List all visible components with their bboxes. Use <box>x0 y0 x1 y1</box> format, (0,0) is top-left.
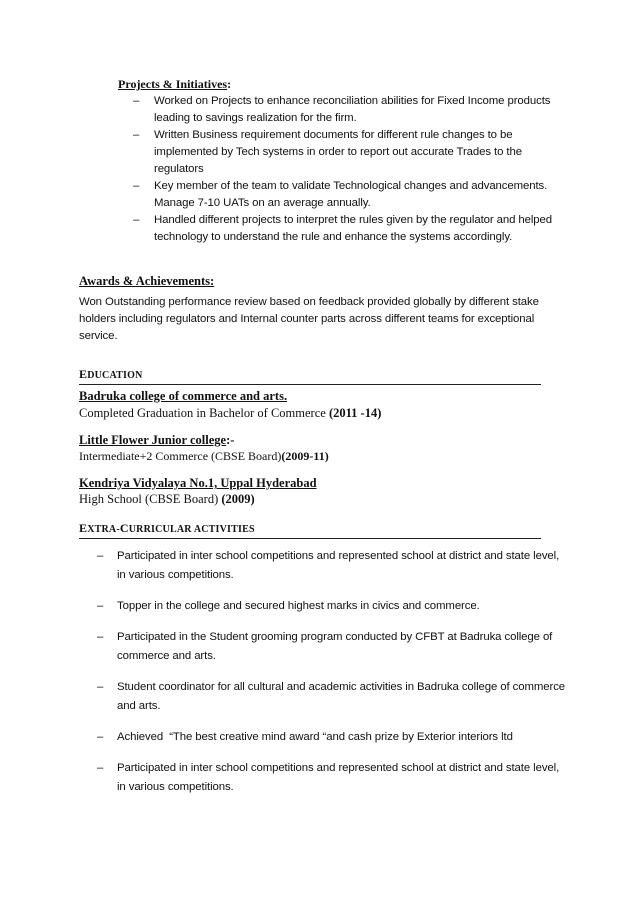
education-name-suffix: :- <box>226 433 235 447</box>
extracurricular-item: – Topper in the college and secured highest marks in civics and commerce. <box>97 597 567 616</box>
projects-item: – Written Business requirement documents for different rule changes to be implemented by Tech systems in order to report out accurate Trades to the regulators <box>133 127 553 178</box>
education-school-name: Kendriya Vidyalaya No.1, Uppal Hyderabad <box>79 476 317 490</box>
extracurricular-heading <box>79 521 541 539</box>
extracurricular-item: – Achieved “The best creative mind award “and cash prize by Exterior interiors ltd <box>97 728 567 747</box>
projects-item: – Handled different projects to interpret the rules given by the regulator and helped technology to understand the rule and enhance the systems accordingly. <box>133 212 553 246</box>
education-school-detail <box>79 491 255 507</box>
education-school-name <box>79 432 234 448</box>
extra-heading-initial: E <box>79 521 88 535</box>
projects-title <box>118 76 231 92</box>
projects-list <box>133 93 553 246</box>
projects-title-text: Projects & Initiatives <box>118 77 228 91</box>
education-heading-rest: DUCATION <box>87 370 143 381</box>
education-detail-text: Completed Graduation in Bachelor of Commerce <box>79 406 329 420</box>
education-heading-initial: E <box>79 367 88 381</box>
education-years: (2009) <box>221 492 255 506</box>
education-school-detail <box>79 448 329 464</box>
extracurricular-item: – Participated in inter school competitions and represented school at district and state level, in various competitions. <box>97 547 567 585</box>
extra-heading-c: C <box>119 521 129 535</box>
awards-text: Won Outstanding performance review based on feedback provided globally by different stake holders including regulators and Internal counter parts across different teams for exceptional service. <box>79 296 539 342</box>
projects-item: – Key member of the team to validate Technological changes and advancements. Manage 7-10 UATs on an average annually. <box>133 178 553 212</box>
extracurricular-item: – Participated in the Student grooming program conducted by CFBT at Badruka college of commerce and arts. <box>97 628 567 666</box>
extra-heading-rest: URRICULAR ACTIVITIES <box>128 524 255 535</box>
projects-item: – Worked on Projects to enhance reconciliation abilities for Fixed Income products leading to savings realization for the firm. <box>133 93 553 127</box>
education-detail-text: Intermediate+2 Commerce (CBSE Board) <box>79 449 282 463</box>
extra-heading-mid: XTRA- <box>87 524 120 535</box>
extracurricular-item: – Participated in inter school competitions and represented school at district and state level, in various competitions. <box>97 759 567 797</box>
education-detail-text: High School (CBSE Board) <box>79 492 222 506</box>
extracurricular-item: – Student coordinator for all cultural and academic activities in Badruka college of commerce and arts. <box>97 678 567 716</box>
education-years: (2009-11) <box>281 449 329 463</box>
education-school-name: Badruka college of commerce and arts. <box>79 389 288 403</box>
education-school-detail <box>79 405 381 421</box>
awards-title: Awards & Achievements: <box>79 274 215 288</box>
projects-title-colon: : <box>227 77 232 91</box>
education-name-text: Little Flower Junior college <box>79 433 227 447</box>
education-heading <box>79 367 541 385</box>
extracurricular-list <box>97 547 567 809</box>
education-years: (2011 -14) <box>328 406 382 420</box>
